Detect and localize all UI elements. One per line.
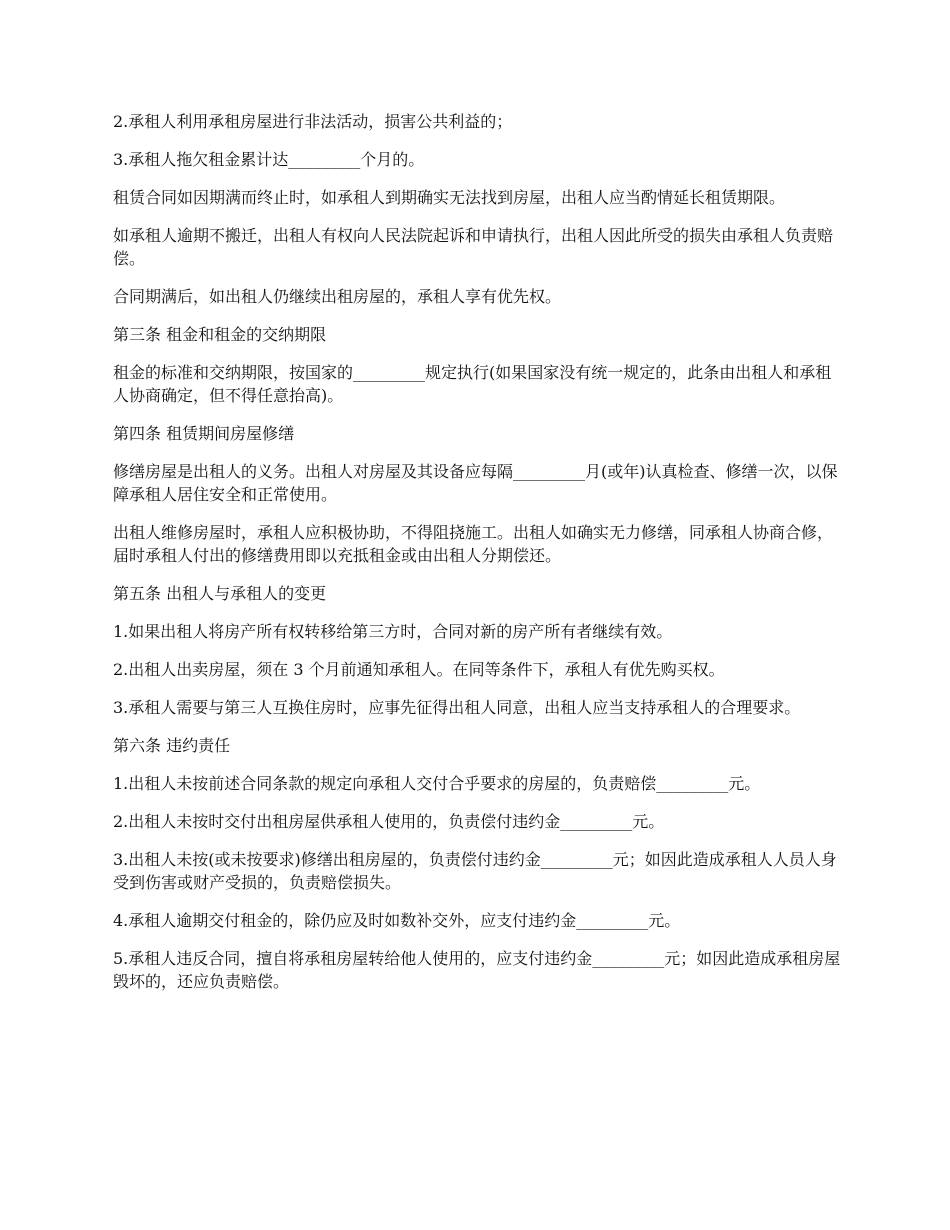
paragraph-default-sublease: 2.承租人利用承租房屋进行非法活动，损害公共利益的； xyxy=(113,112,513,131)
paragraph-rent-standard: 租金的标准和交纳期限，按国家的_________规定执行(如果国家没有统一规定的，此条由出租人和承租人协商确定，但不得任意抬高)。 xyxy=(113,363,832,405)
section-heading-article-6: 第六条 违约责任 xyxy=(113,736,231,755)
paragraph-breach-1: 1.出租人未按前述合同条款的规定向承租人交付合乎要求的房屋的，负责赔偿_________元。 xyxy=(113,774,761,793)
paragraph-breach-3: 3.出租人未按(或未按要求)修缮出租房屋的，负责偿付违约金_________元；如因此造成承租人人员人身受到伤害或财产受损的，负责赔偿损失。 xyxy=(113,850,837,892)
paragraph-priority-right: 合同期满后，如出租人仍继续出租房屋的，承租人享有优先权。 xyxy=(113,287,562,306)
section-heading-article-5: 第五条 出租人与承租人的变更 xyxy=(113,584,327,603)
paragraph-breach-4: 4.承租人逾期交付租金的，除仍应及时如数补交外，应支付违约金_________元。 xyxy=(113,911,681,930)
section-heading-article-3: 第三条 租金和租金的交纳期限 xyxy=(113,325,327,344)
section-heading-article-4: 第四条 租赁期间房屋修缮 xyxy=(113,424,295,443)
paragraph-repair-duty: 修缮房屋是出租人的义务。出租人对房屋及其设备应每隔_________月(或年)认真检查、修缮一次，以保障承租人居住安全和正常使用。 xyxy=(113,462,838,504)
paragraph-ownership-transfer: 1.如果出租人将房产所有权转移给第三方时，合同对新的房产所有者继续有效。 xyxy=(113,622,673,641)
paragraph-overdue-move-out: 如承租人逾期不搬迁，出租人有权向人民法院起诉和申请执行，出租人因此所受的损失由承租人负责赔偿。 xyxy=(113,226,834,268)
paragraph-rent-arrears: 3.承租人拖欠租金累计达_________个月的。 xyxy=(113,150,425,169)
paragraph-breach-2: 2.出租人未按时交付出租房屋供承租人使用的，负责偿付违约金_________元。 xyxy=(113,812,665,831)
paragraph-housing-exchange: 3.承租人需要与第三人互换住房时，应事先征得出租人同意，出租人应当支持承租人的合理要求。 xyxy=(113,698,801,717)
paragraph-repair-cooperation: 出租人维修房屋时，承租人应积极协助，不得阻挠施工。出租人如确实无力修缮，同承租人协商合修，届时承租人付出的修缮费用即以充抵租金或由出租人分期偿还。 xyxy=(113,523,834,565)
document-body xyxy=(113,110,843,1008)
paragraph-breach-5: 5.承租人违反合同，擅自将承租房屋转给他人使用的，应支付违约金_________元；如因此造成承租房屋毁坏的，还应负责赔偿。 xyxy=(113,949,841,991)
paragraph-sale-notice: 2.出租人出卖房屋，须在 3 个月前通知承租人。在同等条件下，承租人有优先购买权。 xyxy=(113,660,725,679)
paragraph-lease-extension: 租赁合同如因期满而终止时，如承租人到期确实无法找到房屋，出租人应当酌情延长租赁期限。 xyxy=(113,188,786,207)
